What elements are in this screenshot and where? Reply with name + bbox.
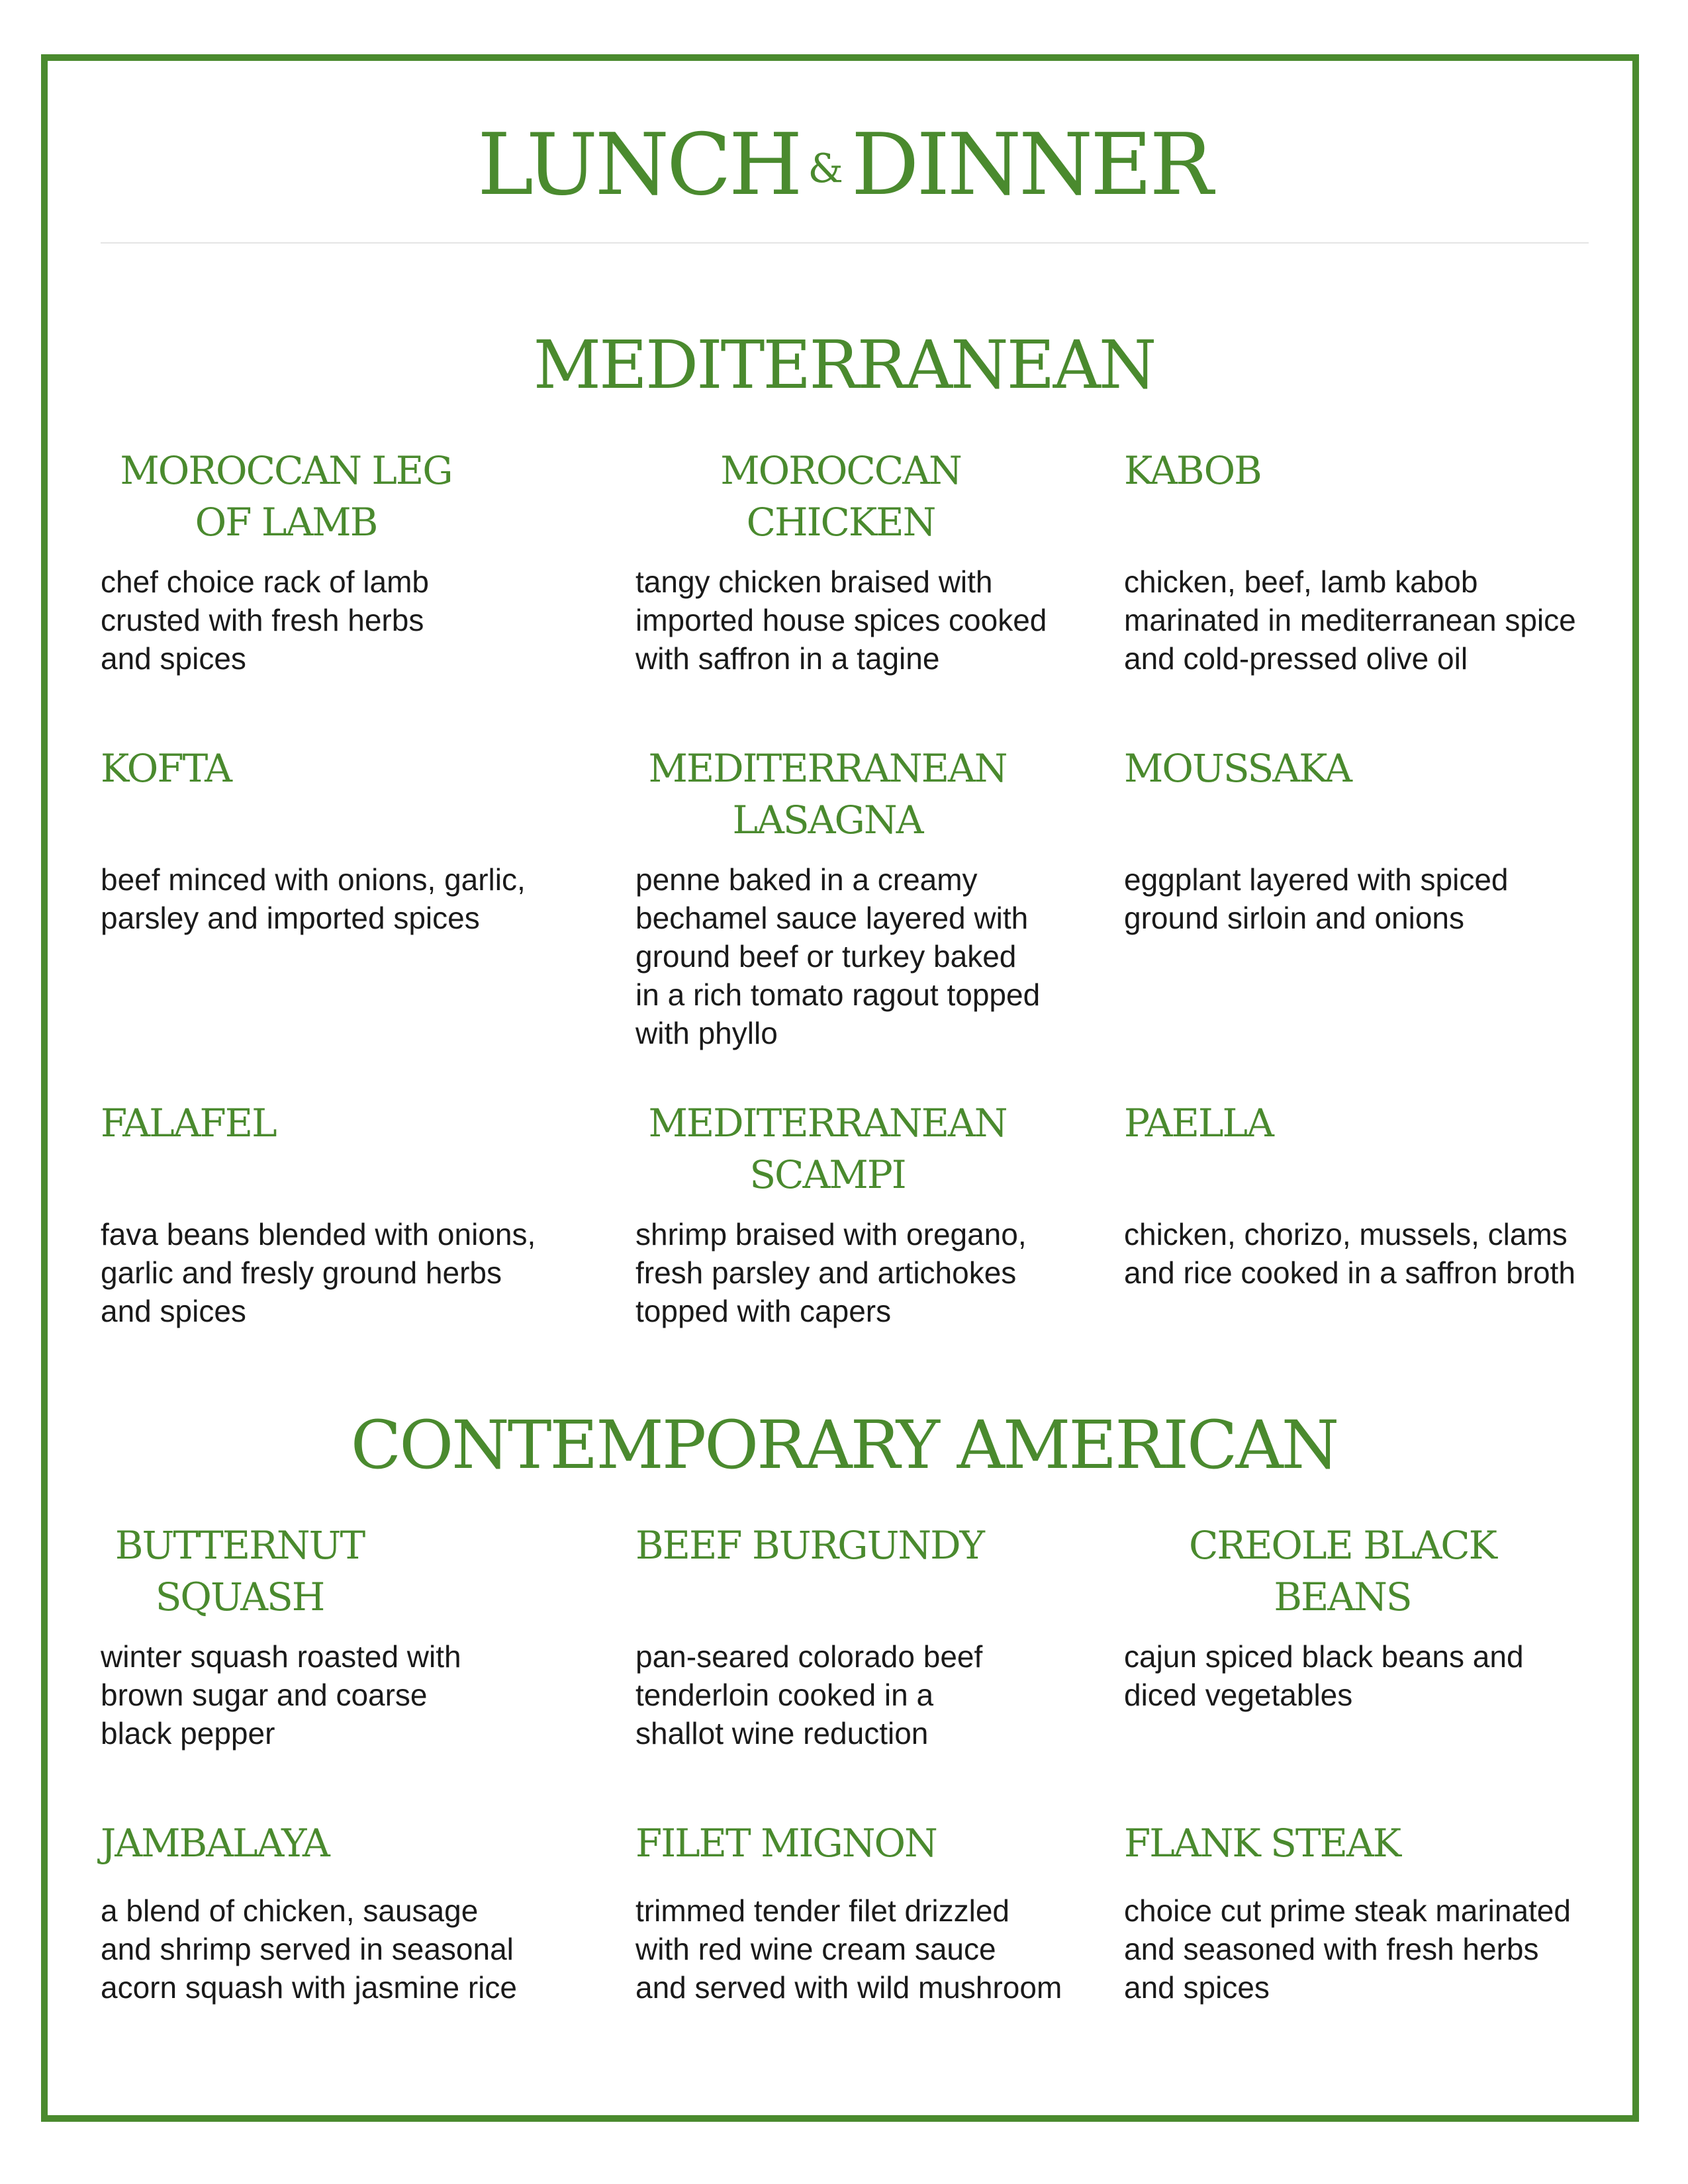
item-description: shrimp braised with oregano, fresh parsley and artichokes topped with capers — [635, 1217, 1027, 1328]
item-name: PAELLA — [1124, 1101, 1273, 1146]
item-description: pan-seared colorado beef tenderloin cooked in a shallot wine reduction — [635, 1639, 983, 1751]
item-name: FLANK STEAK — [1124, 1821, 1401, 1866]
menu-item-falafel — [101, 1097, 604, 1328]
item-description: winter squash roasted with brown sugar and coarse black pepper — [101, 1639, 461, 1751]
menu-item-paella — [1124, 1097, 1614, 1290]
item-name: MEDITERRANEAN SCAMPI — [648, 1101, 1007, 1197]
item-description: choice cut prime steak marinated and seasoned with fresh herbs and spices — [1124, 1893, 1571, 2005]
item-description: fava beans blended with onions, garlic and fresly ground herbs and spices — [101, 1217, 536, 1328]
menu-item-kofta — [101, 743, 604, 935]
item-name: BUTTERNUT SQUASH — [115, 1523, 365, 1619]
title-ampersand: & — [808, 146, 843, 192]
title-dinner: DINNER — [851, 116, 1211, 214]
section-title-mediterranean: MEDITERRANEAN — [533, 326, 1155, 404]
item-name: KABOB — [1124, 448, 1261, 493]
item-description: eggplant layered with spiced ground sirloin and onions — [1124, 862, 1509, 935]
item-name: JAMBALAYA — [101, 1821, 329, 1866]
item-name: FILET MIGNON — [635, 1821, 937, 1866]
item-name: BEEF BURGUNDY — [635, 1523, 984, 1568]
title-lunch: LUNCH — [477, 116, 800, 214]
menu-item-butternut-squash — [101, 1520, 461, 1751]
item-name: MEDITERRANEAN LASAGNA — [648, 746, 1007, 842]
menu-item-filet-mignon — [635, 1817, 1125, 2005]
menu-item-flank-steak — [1124, 1817, 1614, 2005]
menu-item-mediterranean-lasagna — [635, 743, 1041, 1050]
item-name: CREOLE BLACK BEANS — [1189, 1523, 1496, 1619]
item-description: trimmed tender filet drizzled with red wine cream sauce and served with wild mushroom — [635, 1893, 1062, 2005]
item-description: chicken, chorizo, mussels, clams and rice cooked in a saffron broth — [1124, 1217, 1575, 1290]
item-name: MOROCCAN LEG OF LAMB — [120, 448, 452, 545]
item-description: chicken, beef, lamb kabob marinated in mediterranean spice and cold-pressed olive oil — [1124, 565, 1576, 676]
item-name: FALAFEL — [101, 1101, 276, 1146]
menu-item-moroccan-leg-of-lamb — [101, 445, 471, 676]
menu-item-moussaka — [1124, 743, 1614, 935]
menu-item-kabob — [1124, 445, 1614, 676]
menu-item-moroccan-chicken — [635, 445, 1047, 676]
item-description: cajun spiced black beans and diced vegetables — [1124, 1639, 1524, 1712]
item-description: a blend of chicken, sausage and shrimp served in seasonal acorn squash with jasmine rice — [101, 1893, 517, 2005]
menu-item-jambalaya — [101, 1817, 604, 2005]
item-description: chef choice rack of lamb crusted with fresh herbs and spices — [101, 565, 430, 676]
item-description: tangy chicken braised with imported house spices cooked with saffron in a tagine — [635, 565, 1047, 676]
menu-item-mediterranean-scampi — [635, 1097, 1027, 1328]
item-description: penne baked in a creamy bechamel sauce layered with ground beef or turkey baked in a rich tomato ragout topped with phyllo — [635, 862, 1041, 1050]
menu-item-beef-burgundy — [635, 1520, 1125, 1751]
menu-item-creole-black-beans — [1124, 1520, 1561, 1712]
item-name: KOFTA — [101, 746, 231, 791]
page-title — [0, 113, 1688, 222]
item-name: MOROCCAN CHICKEN — [720, 448, 961, 545]
section-title-contemporary-american: CONTEMPORARY AMERICAN — [350, 1406, 1338, 1484]
title-divider — [101, 242, 1589, 244]
item-description: beef minced with onions, garlic, parsley and imported spices — [101, 862, 526, 935]
item-name: MOUSSAKA — [1124, 746, 1352, 791]
